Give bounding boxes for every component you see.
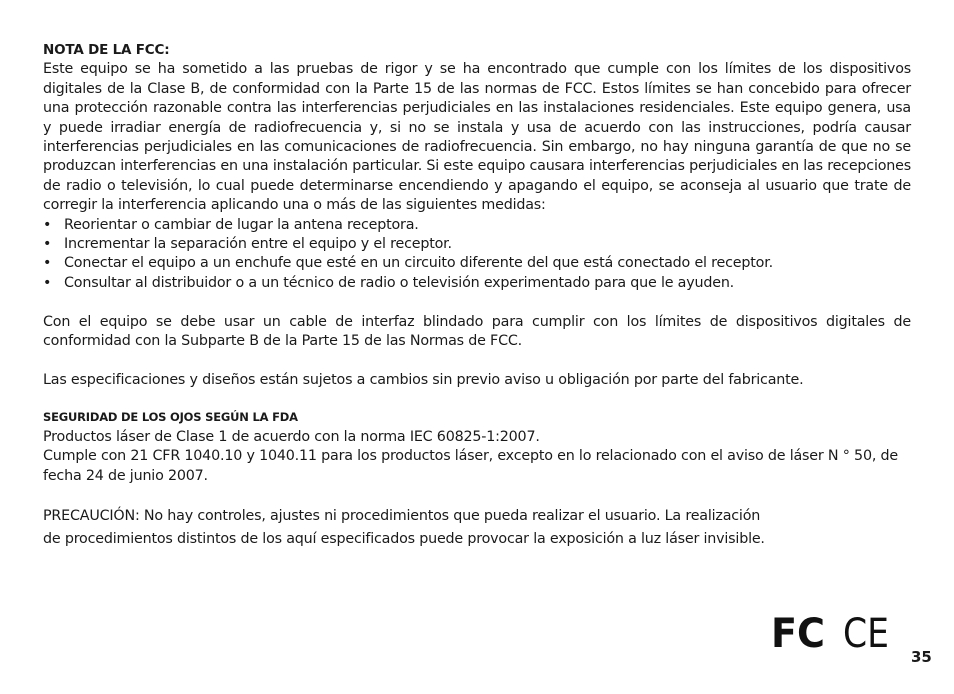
- fda-heading: SEGURIDAD DE LOS OJOS SEGÚN LA FDA: [43, 410, 298, 425]
- list-item: • Consultar al distribuidor o a un técnico de radio o televisión experimentado para que le ayuden.: [43, 274, 911, 293]
- fcc-intro: Este equipo se ha sometido a las pruebas de rigor y se ha encontrado que cumple con los límites de los dispositivos digitales de la Clase B, de conformidad con la Parte 15 de las normas de FCC. Estos límites se han concebido para ofrecer una protección razonable contra las interferencias perjudiciales en las instalaciones residenciales. Este equipo genera, usa y puede irradiar energía de radiofrecuencia y, si no se instala y usa de acuerdo con las instrucciones, podría causar interferencias perjudiciales en las comunicaciones de radiofrecuencia. Sin embargo, no hay ninguna garantía de que no se produzcan interferencias en una instalación particular. Si este equipo causara interferencias perjudiciales en las recepciones de radio o televisión, lo cual puede determinarse encendiendo y apagando el equipo, se aconseja al usuario que trate de corregir la interferencia aplicando una o más de las siguientes medidas:: [43, 61, 911, 214]
- caution-line-2: de procedimientos distintos de los aquí especificados puede provocar la exposición a luz láser invisible.: [43, 531, 765, 548]
- manual-page: [43, 41, 911, 551]
- list-item: • Reorientar o cambiar de lugar la antena receptora.: [43, 216, 911, 235]
- fda-class-line: Productos láser de Clase 1 de acuerdo con la norma IEC 60825-1:2007.: [43, 428, 540, 445]
- fcc-heading: NOTA DE LA FCC:: [43, 42, 170, 58]
- ce-mark-text: CE: [843, 611, 889, 652]
- list-item: • Incrementar la separación entre el equipo y el receptor.: [43, 235, 911, 254]
- fcc-logo-icon: [771, 611, 825, 652]
- measures-list: [43, 216, 911, 294]
- fcc-logo-text: FC: [771, 611, 825, 652]
- caution-line-1: PRECAUCIÓN: No hay controles, ajustes ni procedimientos que pueda realizar el usuario. La realización: [43, 508, 761, 525]
- specs-paragraph: Las especificaciones y diseños están sujetos a cambios sin previo aviso u obligación por parte del fabricante.: [43, 371, 804, 388]
- certification-marks: [771, 610, 891, 652]
- ce-mark-icon: [843, 611, 889, 652]
- fda-cfr-line: Cumple con 21 CFR 1040.10 y 1040.11 para los productos láser, excepto en lo relacionado con el aviso de láser N ° 50, de fecha 24 de junio 2007.: [43, 448, 899, 484]
- cable-paragraph: Con el equipo se debe usar un cable de interfaz blindado para cumplir con los límites de dispositivos digitales de conformidad con la Subparte B de la Parte 15 de las Normas de FCC.: [43, 313, 911, 350]
- page-number: 35: [911, 648, 932, 666]
- list-item: • Conectar el equipo a un enchufe que esté en un circuito diferente del que está conectado el receptor.: [43, 254, 911, 273]
